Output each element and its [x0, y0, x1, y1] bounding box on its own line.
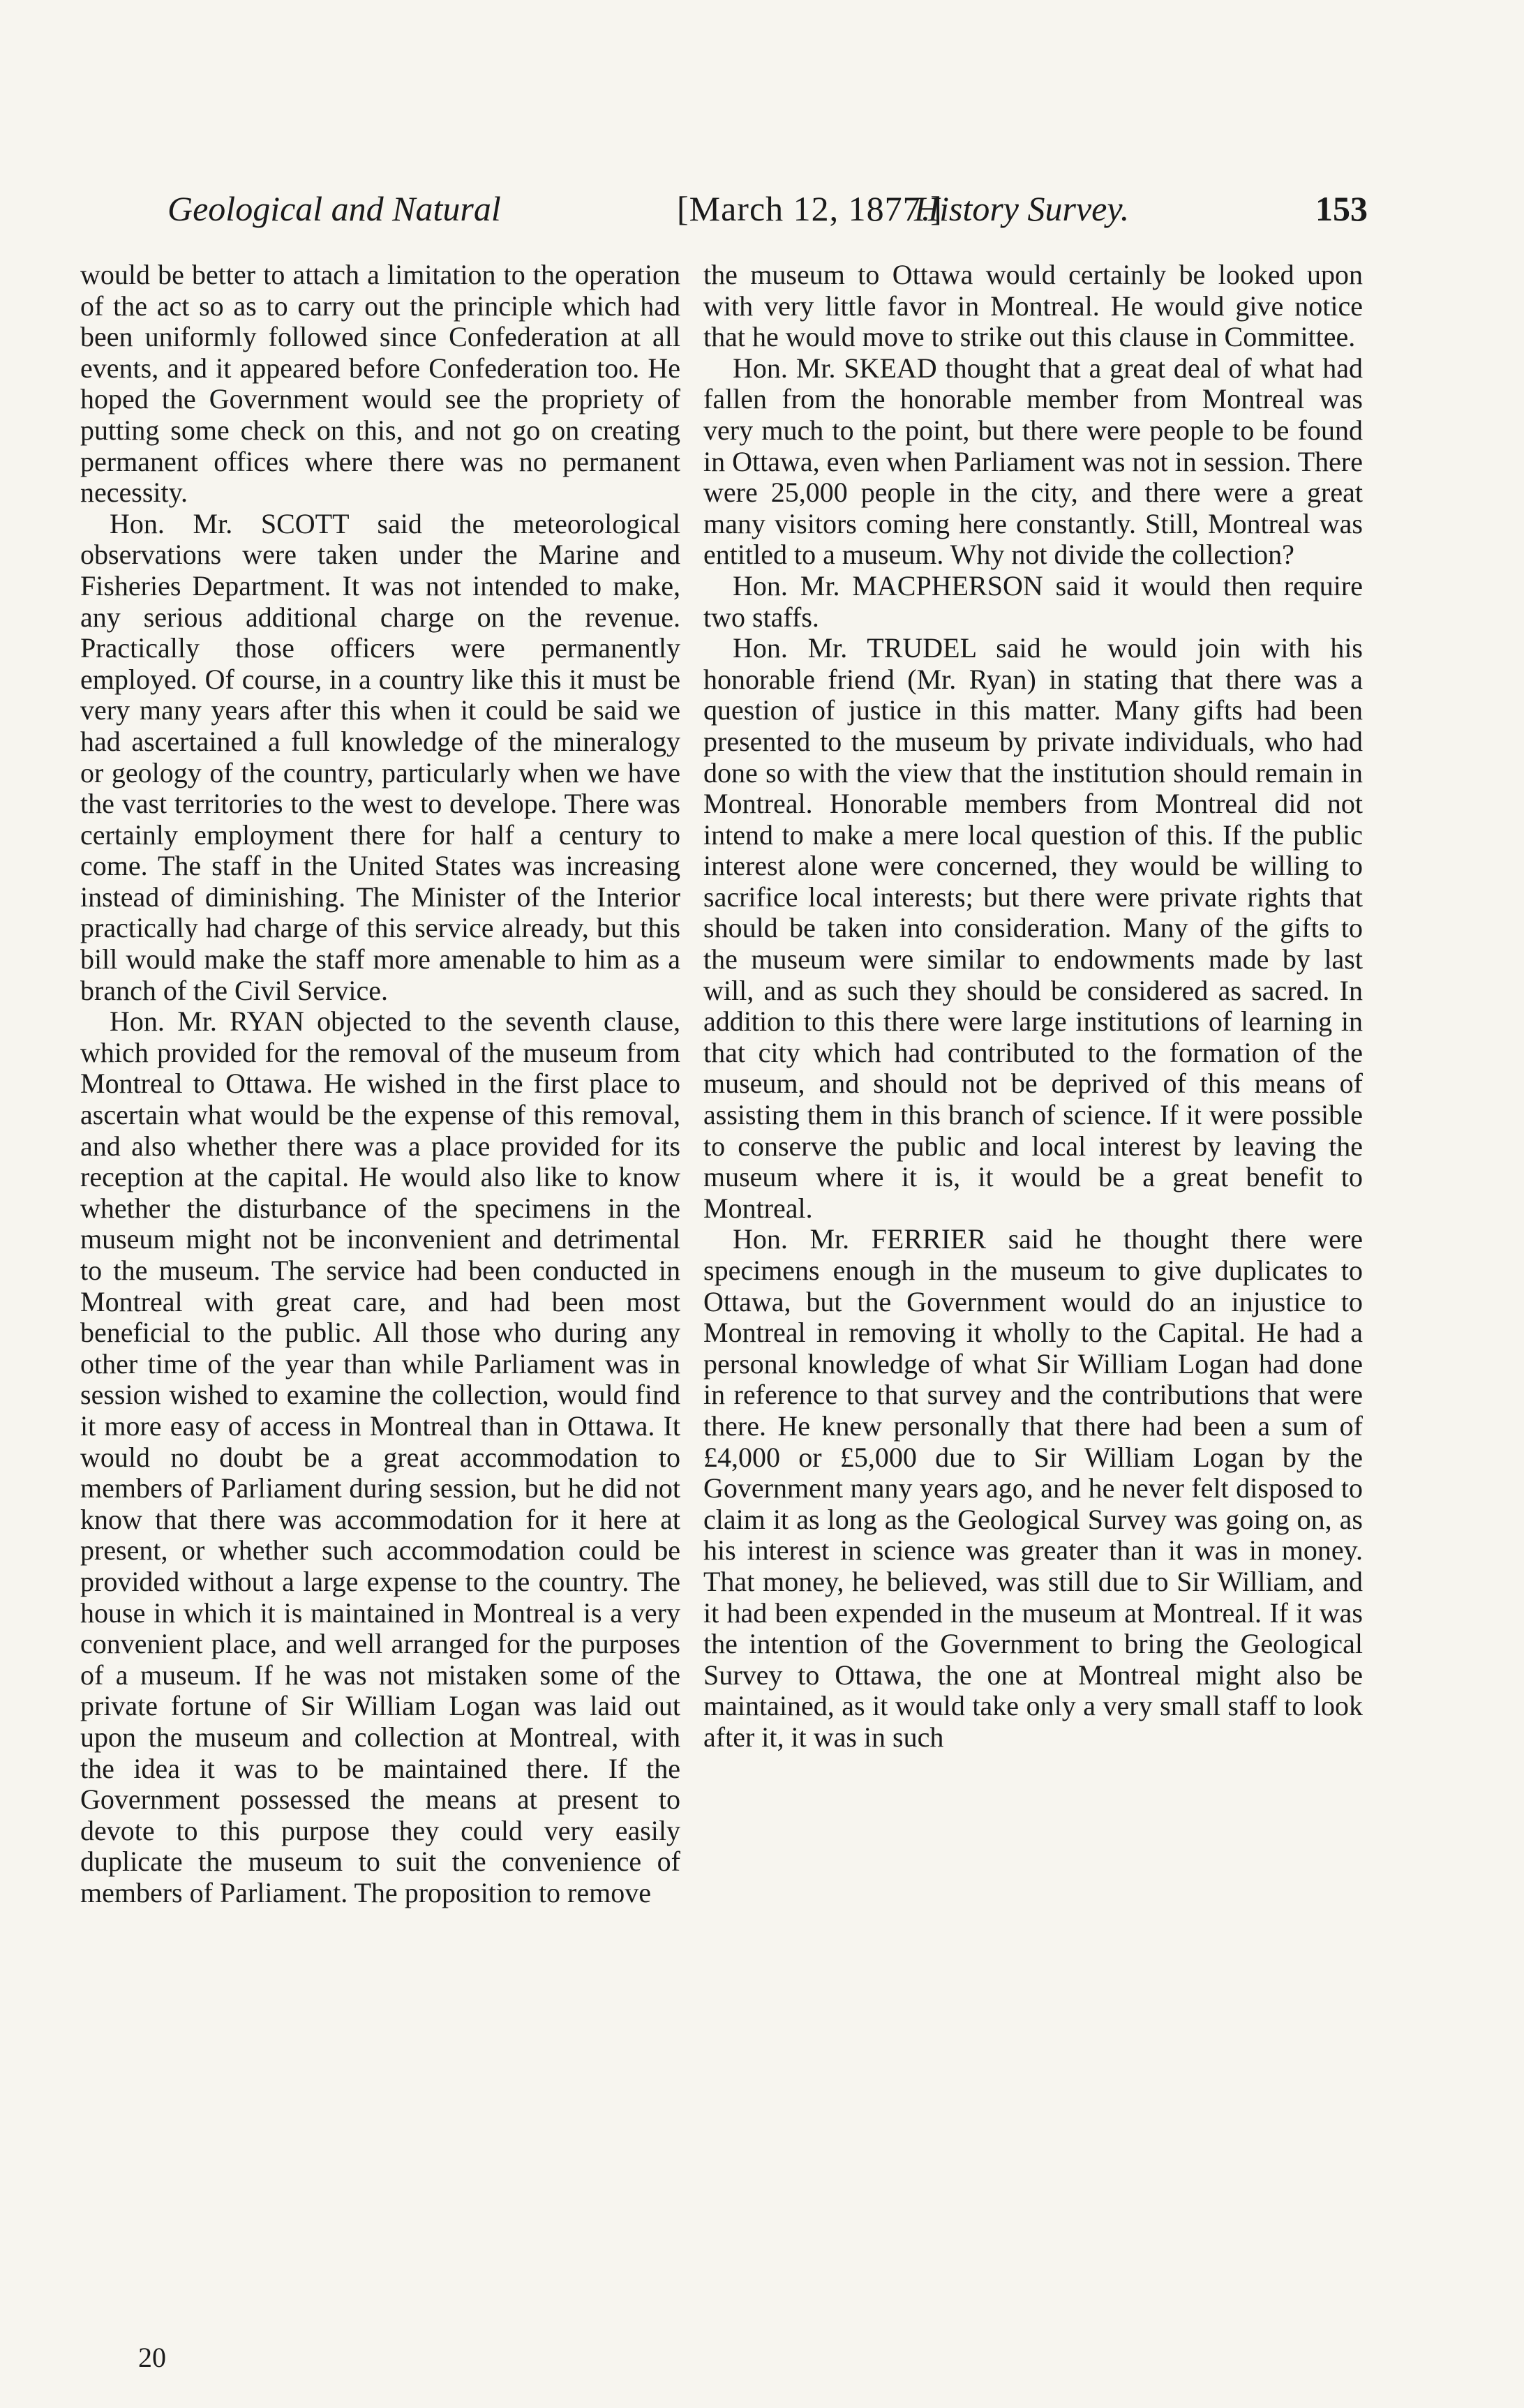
paragraph-macpherson: Hon. Mr. MACPHERSON said it would then require two staffs. — [703, 569, 1363, 633]
paragraph-skead: Hon. Mr. SKEAD thought that a great deal of what had fallen from the honorable member from Montreal was very much to the point, but there were people to be found in Ottawa, even when Parliament was not in session. There were 25,000 people in the city, and there were a great many visitors coming here constantly. Still, Montreal was entitled to a museum. Why not divide the collection? — [703, 352, 1363, 571]
paragraph-scott: Hon. Mr. SCOTT said the meteorological observations were taken under the Marine and Fisheries Department. It was not intended to make, any serious additional charge on the revenue. Practically those officers were permanently employed. Of course, in a country like this it must be very many years after this when it could be said we had ascertained a full knowledge of the mineralogy or geology of the country, particularly when we have the vast territories to the west to develope. There was certainly employment there for half a century to come. The staff in the United States was increasing instead of diminishing. The Minister of the Interior practically had charge of this service already, but this bill would make the staff more amenable to him as a branch of the Civil Service. — [80, 507, 680, 1006]
running-title-right: History Survey. — [914, 189, 1130, 228]
running-title-left: Geological and Natural — [167, 189, 501, 228]
paragraph-trudel: Hon. Mr. TRUDEL said he would join with his honorable friend (Mr. Ryan) in stating that there was a question of justice in this matter. Many gifts had been presented to the museum by private individuals, who had done so with the view that the institution should remain in Montreal. Honorable members from Montreal did not intend to make a mere local question of this. If the public interest alone were concerned, they would be willing to sacrifice local interests; but there were private rights that should be taken into consideration. Many of the gifts to the museum were similar to endowments made by last will, and as such they should be considered as sacred. In addition to this there were large institutions of learning in that city which had contributed to the formation of the museum, and should not be deprived of this means of assisting them in this branch of science. If it were possible to conserve the public and local interest by leaving the museum where it is, it would be a great benefit to Montreal. — [703, 632, 1363, 1224]
paragraph-ferrier: Hon. Mr. FERRIER said he thought there were specimens enough in the museum to give duplicates to Ottawa, but the Government would do an injustice to Montreal in removing it wholly to the Capital. He had a personal knowledge of what Sir William Logan had done in reference to that survey and the contributions that were there. He knew personally that there had been a sum of £4,000 or £5,000 due to Sir William Logan by the Government many years ago, and he never felt disposed to claim it as long as the Geological Survey was going on, as his interest in science was greater than it was in money. That money, he believed, was still due to Sir William, and it had been expended in the museum at Montreal. If it was the intention of the Government to bring the Geological Survey to Ottawa, the one at Montreal might also be maintained, as it would take only a very small staff to look after it, it was in such — [703, 1223, 1363, 1753]
paragraph-ryan: Hon. Mr. RYAN objected to the seventh clause, which provided for the removal of the museum from Montreal to Ottawa. He wished in the first place to ascertain what would be the expense of this removal, and also whether there was a place provided for its reception at the capital. He would also like to know whether the disturbance of the specimens in the museum might not be inconvenient and detrimental to the museum. The service had been conducted in Montreal with great care, and had been most beneficial to the public. All those who during any other time of the year than while Parliament was in session wished to examine the collection, would find it more easy of access in Montreal than in Ottawa. It would no doubt be a great accommodation to members of Parliament during session, but he did not know that there was accommodation for it here at present, or whether such accommodation could be provided without a large expense to the country. The house in which it is maintained in Montreal is a very convenient place, and well arranged for the purposes of a museum. If he was not mistaken some of the private fortune of Sir William Logan was laid out upon the museum and collection at Montreal, with the idea it was to be maintained there. If the Government possessed the means at present to devote to this purpose they could very easily duplicate the museum to suit the convenience of members of Parliament. The proposition to remove — [80, 1005, 680, 1908]
page-header — [147, 188, 1375, 237]
signature-mark: 20 — [138, 2342, 166, 2373]
page-number: 153 — [1315, 189, 1368, 228]
left-column — [80, 260, 680, 1908]
right-column — [703, 260, 1363, 1753]
session-date: [March 12, 1877.] — [677, 189, 943, 228]
paragraph-ryan-continued: the museum to Ottawa would certainly be looked upon with very little favor in Montreal. He would give notice that he would move to strike out this clause in Committee. — [703, 259, 1363, 353]
paragraph-continued: would be better to attach a limitation to the operation of the act so as to carry out the principle which had been uniformly followed since Confederation at all events, and it appeared before Confederation too. He hoped the Government would see the propriety of putting some check on this, and not go on creating permanent offices where there was no permanent necessity. — [80, 259, 680, 509]
